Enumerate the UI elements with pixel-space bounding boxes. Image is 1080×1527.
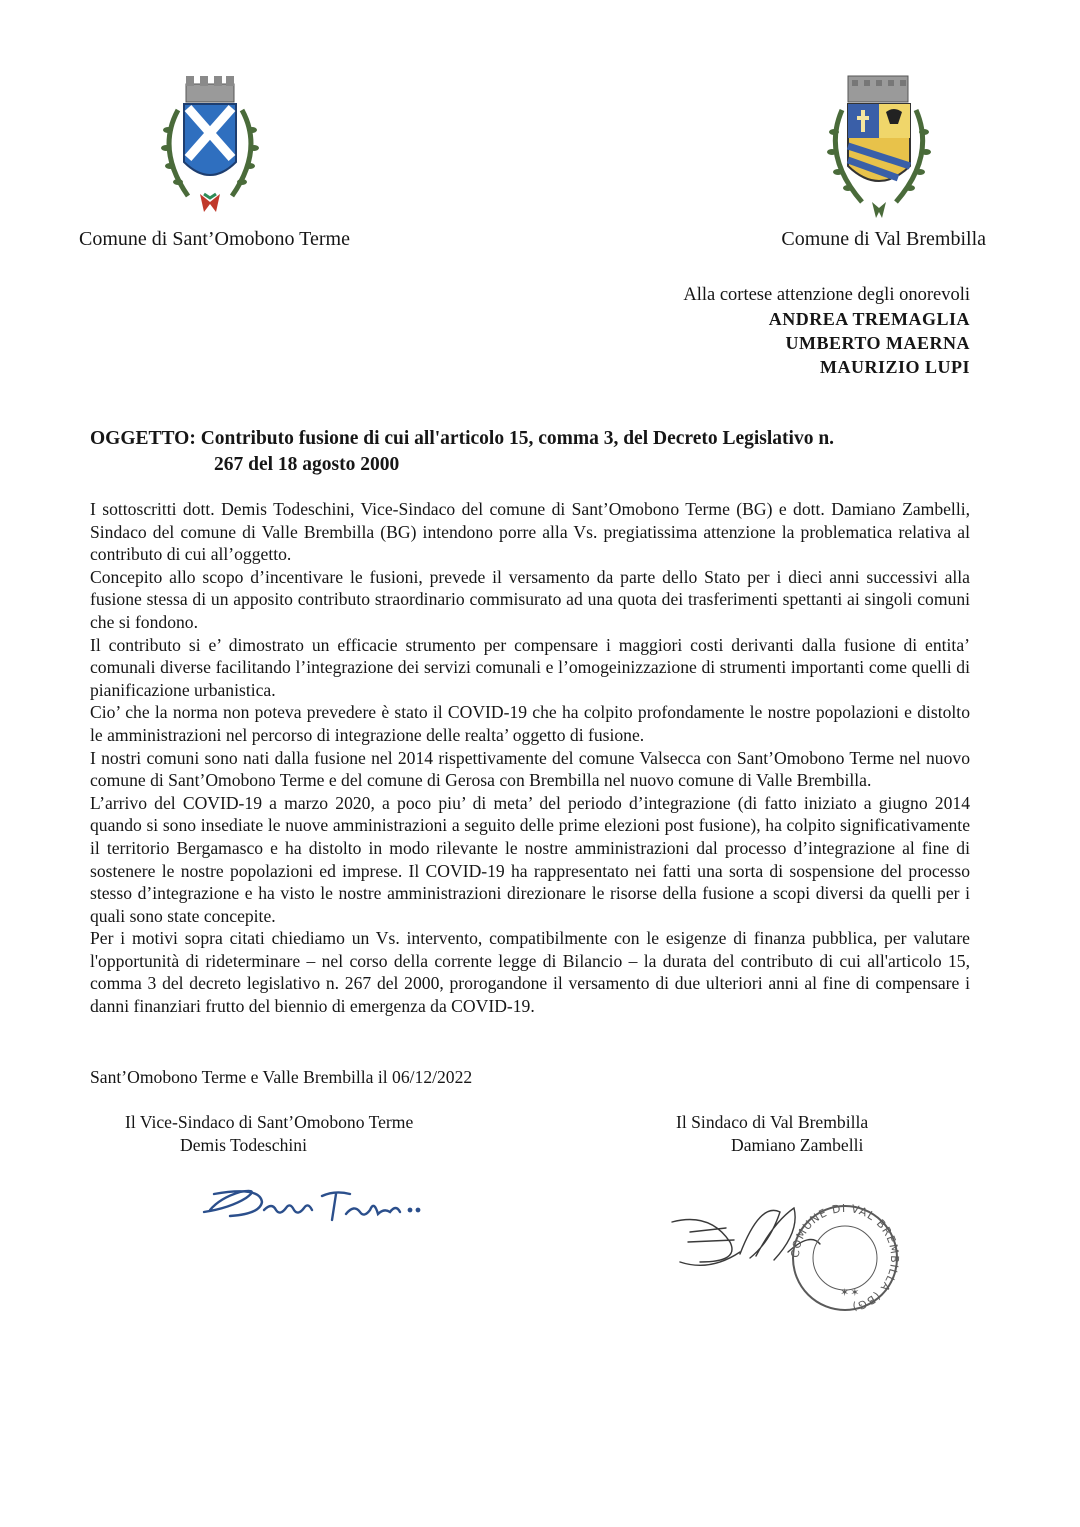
right-signature-with-stamp: [670, 1192, 910, 1322]
recipient-name: ANDREA TREMAGLIA: [768, 309, 970, 329]
stamp-text: COMUNE DI VAL BREMBILLA (BG): [788, 1201, 902, 1314]
subject-line-1: Contributo fusione di cui all'articolo 15, comma 3, del Decreto Legislativo n.: [200, 428, 835, 449]
left-comune-label: Comune di Sant’Omobono Terme: [79, 228, 350, 250]
left-signatory-block: [125, 1111, 413, 1157]
right-comune-label: Comune di Val Brembilla: [781, 228, 986, 250]
val-brembilla-crest-icon: [818, 66, 940, 228]
right-signatory-name: Damiano Zambelli: [731, 1135, 864, 1155]
subject-block: [90, 426, 980, 478]
subject-label: OGGETTO:: [90, 428, 196, 449]
recipients-block: [683, 283, 970, 379]
svg-text:✶✶: ✶✶: [840, 1286, 861, 1299]
right-signatory-role: Il Sindaco di Val Brembilla: [676, 1112, 869, 1132]
place-date: Sant’Omobono Terme e Valle Brembilla il 06/12/2022: [90, 1067, 473, 1087]
right-signatory-block: [676, 1111, 868, 1157]
left-handwritten-signature: [200, 1180, 430, 1230]
letter-body: [90, 498, 970, 1018]
body-paragraph: L’arrivo del COVID-19 a marzo 2020, a poco piu’ di meta’ del periodo d’integrazione (di fatto iniziato a giugno 2014 quando si sono insediate le nuove amministrazioni a seguito delle prime elezioni post fusione), ha colpito significativamente il territorio Bergamasco e ha distolto in modo rilevante le nostre amministrazioni dal processo d’integrazione al fine di sostenere le nostre popolazioni ed imprese. Il COVID-19 ha rappresentato nei fatti una sorta di sospensione del processo stesso d’integrazione e ha visto le nostre amministrazioni direzionare le risorse della fusione a scopi diversi da quelli per i quali sono state concepite.: [90, 792, 970, 926]
body-paragraph: I nostri comuni sono nati dalla fusione nel 2014 rispettivamente del comune Valsecca con Sant’Omobono Terme nel nuovo comune di Sant’Omobono Terme e del comune di Gerosa con Brembilla nel nuovo comune di Valle Brembilla.: [90, 747, 970, 791]
body-paragraph: Il contributo si e’ dimostrato un efficacie strumento per compensare i maggiori costi derivanti dalla fusione di entita’ comunali diverse facilitando l’integrazione dei servizi comunali e l’omogeinizzazione di strumenti importanti come quelli di pianificazione urbanistica.: [90, 634, 970, 700]
recipient-name: MAURIZIO LUPI: [819, 357, 970, 377]
body-paragraph: Per i motivi sopra citati chiediamo un Vs. intervento, compatibilmente con le esigenze di finanza pubblica, per valutare l'opportunità di rideterminare – nel corso della corrente legge di Bilancio – la durata del contributo di cui all'articolo 15, comma 3 del decreto legislativo n. 267 del 2000, prorogandone il versamento di due ulteriori anni al fine di compensare i danni finanziari frutto del biennio di emergenza da COVID-19.: [90, 928, 970, 1017]
body-paragraph: I sottoscritti dott. Demis Todeschini, Vice-Sindaco del comune di Sant’Omobono Terme (BG) e dott. Damiano Zambelli, Sindaco del comune di Valle Brembilla (BG) intendono porre alla Vs. pregiatissima attenzione la problematica relativa al contributo di cui all’oggetto.: [90, 499, 970, 565]
sant-omobono-crest-icon: [148, 70, 272, 230]
left-signatory-role: Il Vice-Sindaco di Sant’Omobono Terme: [125, 1112, 414, 1132]
left-signatory-name: Demis Todeschini: [180, 1135, 307, 1155]
body-paragraph: Concepito allo scopo d’incentivare le fusioni, prevede il versamento da parte dello Stato per i dieci anni successivi alla fusione stessa di un apposito contributo straordinario commisurato ad una quota dei trasferimenti spettanti ai singoli comuni che si fondono.: [90, 566, 970, 632]
municipal-stamp-icon: [789, 1202, 901, 1314]
subject-line-2: 267 del 18 agosto 2000: [214, 454, 400, 475]
body-paragraph: Cio’ che la norma non poteva prevedere è stato il COVID-19 che ha colpito profondamente le nostre popolazioni e distolto le amministrazioni nel percorso di integrazione delle realta’ oggetto di fusione.: [90, 702, 970, 745]
recipients-intro: Alla cortese attenzione degli onorevoli: [683, 285, 970, 305]
recipient-name: UMBERTO MAERNA: [785, 333, 970, 353]
